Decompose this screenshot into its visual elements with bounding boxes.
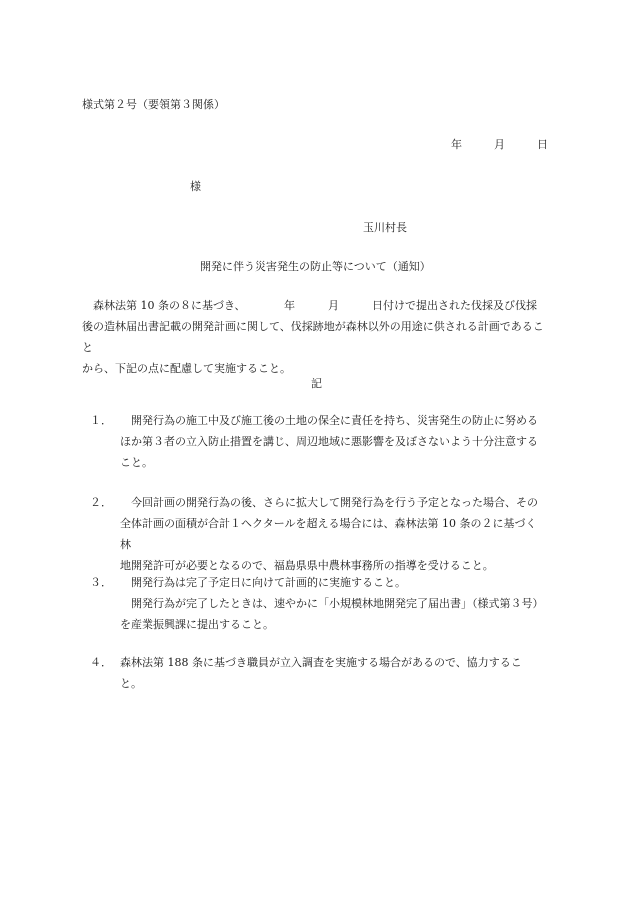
issuer-name: 玉川村長: [363, 221, 407, 234]
date-line: [451, 137, 548, 152]
item-text: [120, 410, 540, 473]
item-line: こと。: [120, 456, 153, 469]
item-line: を産業振興課に提出すること。: [120, 618, 274, 631]
item-number: ３．: [90, 576, 112, 589]
item-line: ほか第３者の立入防止措置を講じ、周辺地域に悪影響を及ぼさないよう十分注意する: [120, 435, 538, 448]
body-line: から、下記の点に配慮して実施すること。: [82, 362, 291, 375]
date-year-label: 年: [451, 138, 462, 151]
body-paragraph: [82, 295, 552, 379]
item-line: 開発行為は完了予定日に向けて計画的に実施すること。: [131, 576, 406, 589]
item-line: 森林法第 188 条に基づき職員が立入調査を実施する場合があるので、協力すること。: [120, 656, 522, 690]
item-line: 今回計画の開発行為の後、さらに拡大して開発行為を行う予定となった場合、その: [131, 496, 538, 509]
date-day-label: 日: [537, 138, 548, 151]
body-line: 森林法第 10 条の８に基づき、 年 月 日付けで提出された伐採及び伐採: [93, 299, 538, 312]
date-month-label: 月: [494, 138, 505, 151]
item-text: [120, 492, 540, 576]
form-number: 様式第２号（要領第３関係）: [82, 98, 225, 111]
document-title: 開発に伴う災害発生の防止等について（通知）: [200, 260, 431, 273]
item-line: 開発行為の施工中及び施工後の土地の保全に責任を持ち、災害発生の防止に努める: [131, 414, 538, 427]
body-line: 後の造林届出書記載の開発計画に関して、伐採跡地が森林以外の用途に供される計画であること: [82, 320, 544, 354]
item-line: 地開発許可が必要となるので、福島県県中農林事務所の指導を受けること。: [120, 559, 494, 572]
item-line: 全体計画の面積が合計１ヘクタールを超える場合には、森林法第 10 条の２に基づく林: [120, 517, 537, 551]
recipient-suffix: 様: [190, 180, 201, 193]
item-text: [120, 572, 544, 635]
ki-heading: 記: [311, 377, 322, 390]
item-number: ４．: [90, 656, 112, 669]
item-line: 開発行為が完了したときは、速やかに「小規模林地開発完了届出書」（様式第３号）: [131, 597, 544, 610]
item-number: １．: [90, 414, 112, 427]
item-text: [120, 652, 540, 694]
item-number: ２．: [90, 496, 112, 509]
